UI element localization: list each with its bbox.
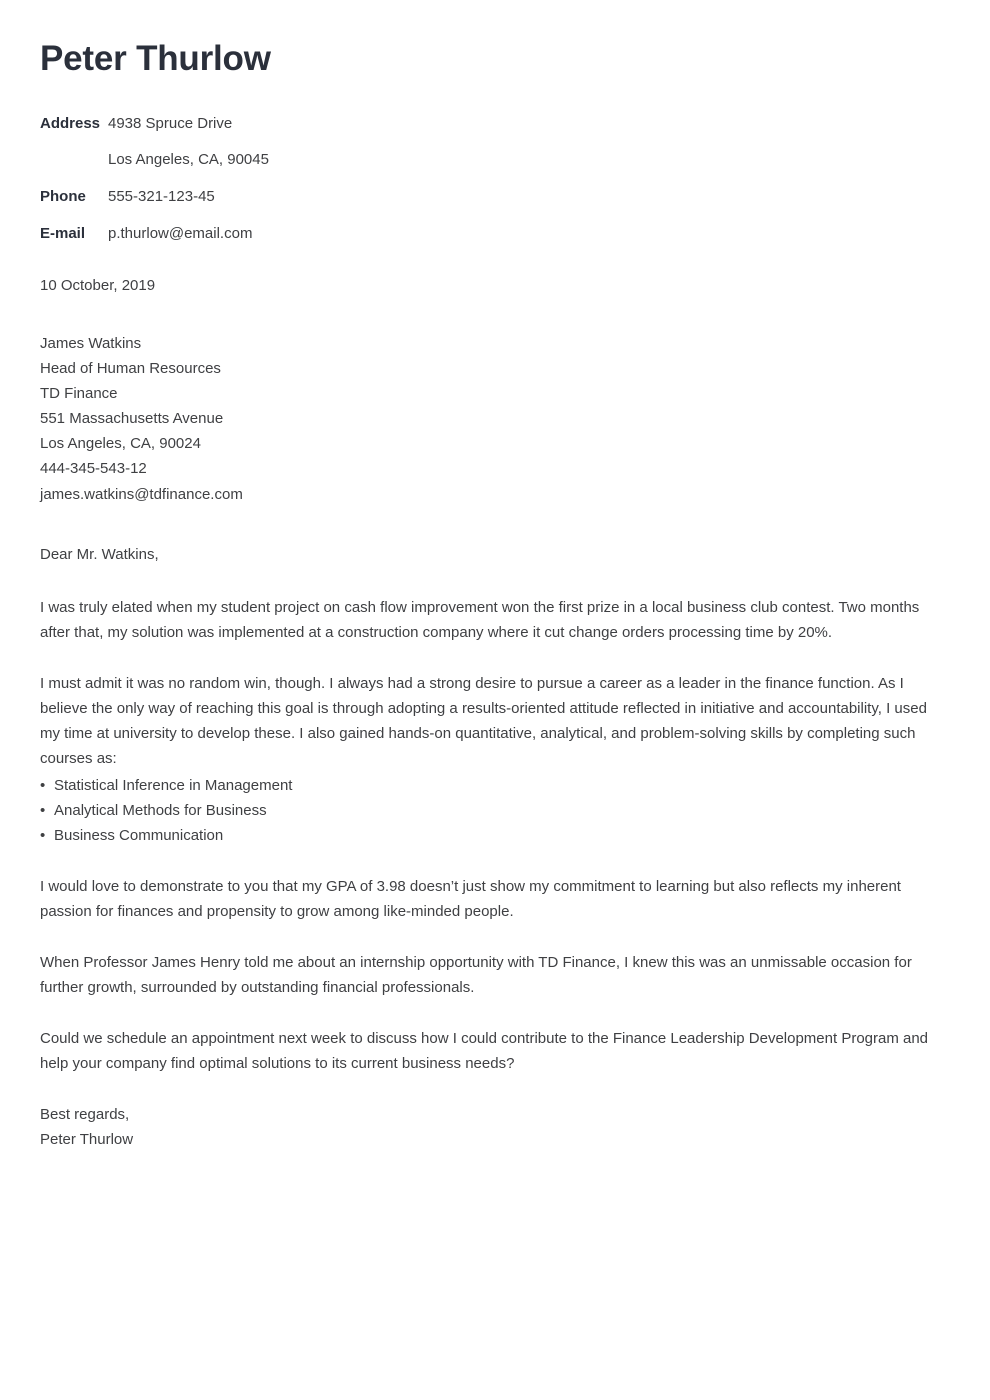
page-title: Peter Thurlow (40, 39, 271, 78)
list-item: • Statistical Inference in Management (40, 773, 950, 798)
recipient-company: TD Finance (40, 385, 118, 403)
recipient-city: Los Angeles, CA, 90024 (40, 435, 201, 453)
body-paragraph-5: Could we schedule an appointment next week to discuss how I could contribute to the Finance Leadership Development Program and help your company find optimal solutions to its current business needs? (40, 1030, 929, 1073)
contact-row-email (40, 223, 950, 245)
email-value: p.thurlow@email.com (108, 224, 253, 242)
recipient-phone: 444-345-543-12 (40, 460, 147, 478)
contact-row-address (40, 113, 950, 135)
course-list (40, 773, 950, 848)
sender-contact-block (40, 113, 950, 245)
body-paragraph-2: I must admit it was no random win, though. I always had a strong desire to pursue a career as a leader in the finance function. As I believe the only way of reaching this goal is through adopting a results-oriented attitude reflected in initiative and accountability, I used my time at university to develop these. I also gained hands-on quantitative, analytical, and problem-solving skills by completing such courses as: (40, 674, 927, 767)
contact-row-phone (40, 186, 950, 208)
recipient-street: 551 Massachusetts Avenue (40, 410, 224, 428)
body-paragraph-1: I was truly elated when my student project on cash flow improvement won the first prize in a local business club contest. Two months after that, my solution was implemented at a construction company where it cut change orders processing time by 20%. (40, 598, 920, 641)
recipient-name: James Watkins (40, 335, 142, 353)
recipient-title: Head of Human Resources (40, 360, 221, 378)
address-value-line2: Los Angeles, CA, 90045 (108, 151, 269, 169)
address-label: Address (40, 114, 101, 132)
closing-line: Best regards, (40, 1106, 130, 1124)
list-item: • Analytical Methods for Business (40, 798, 950, 823)
letter-content (40, 40, 950, 1152)
letter-date: 10 October, 2019 (40, 276, 156, 294)
recipient-email: james.watkins@tdfinance.com (40, 485, 243, 503)
body-paragraph-3: I would love to demonstrate to you that my GPA of 3.98 doesn’t just show my commitment to learning but also reflects my inherent passion for finances and propensity to grow among like-minded people. (40, 878, 901, 921)
body-paragraph-4: When Professor James Henry told me about an internship opportunity with TD Finance, I knew this was an unmissable occasion for further growth, surrounded by outstanding financial professionals. (40, 954, 912, 997)
signature-name: Peter Thurlow (40, 1131, 134, 1149)
recipient-block (40, 331, 950, 506)
phone-label: Phone (40, 188, 86, 205)
salutation: Dear Mr. Watkins, (40, 545, 159, 563)
address-value: 4938 Spruce Drive (108, 114, 233, 132)
email-label: E-mail (40, 224, 86, 242)
phone-value: 555-321-123-45 (108, 188, 215, 205)
list-item: • Business Communication (40, 823, 950, 848)
signoff-block (40, 1102, 950, 1152)
